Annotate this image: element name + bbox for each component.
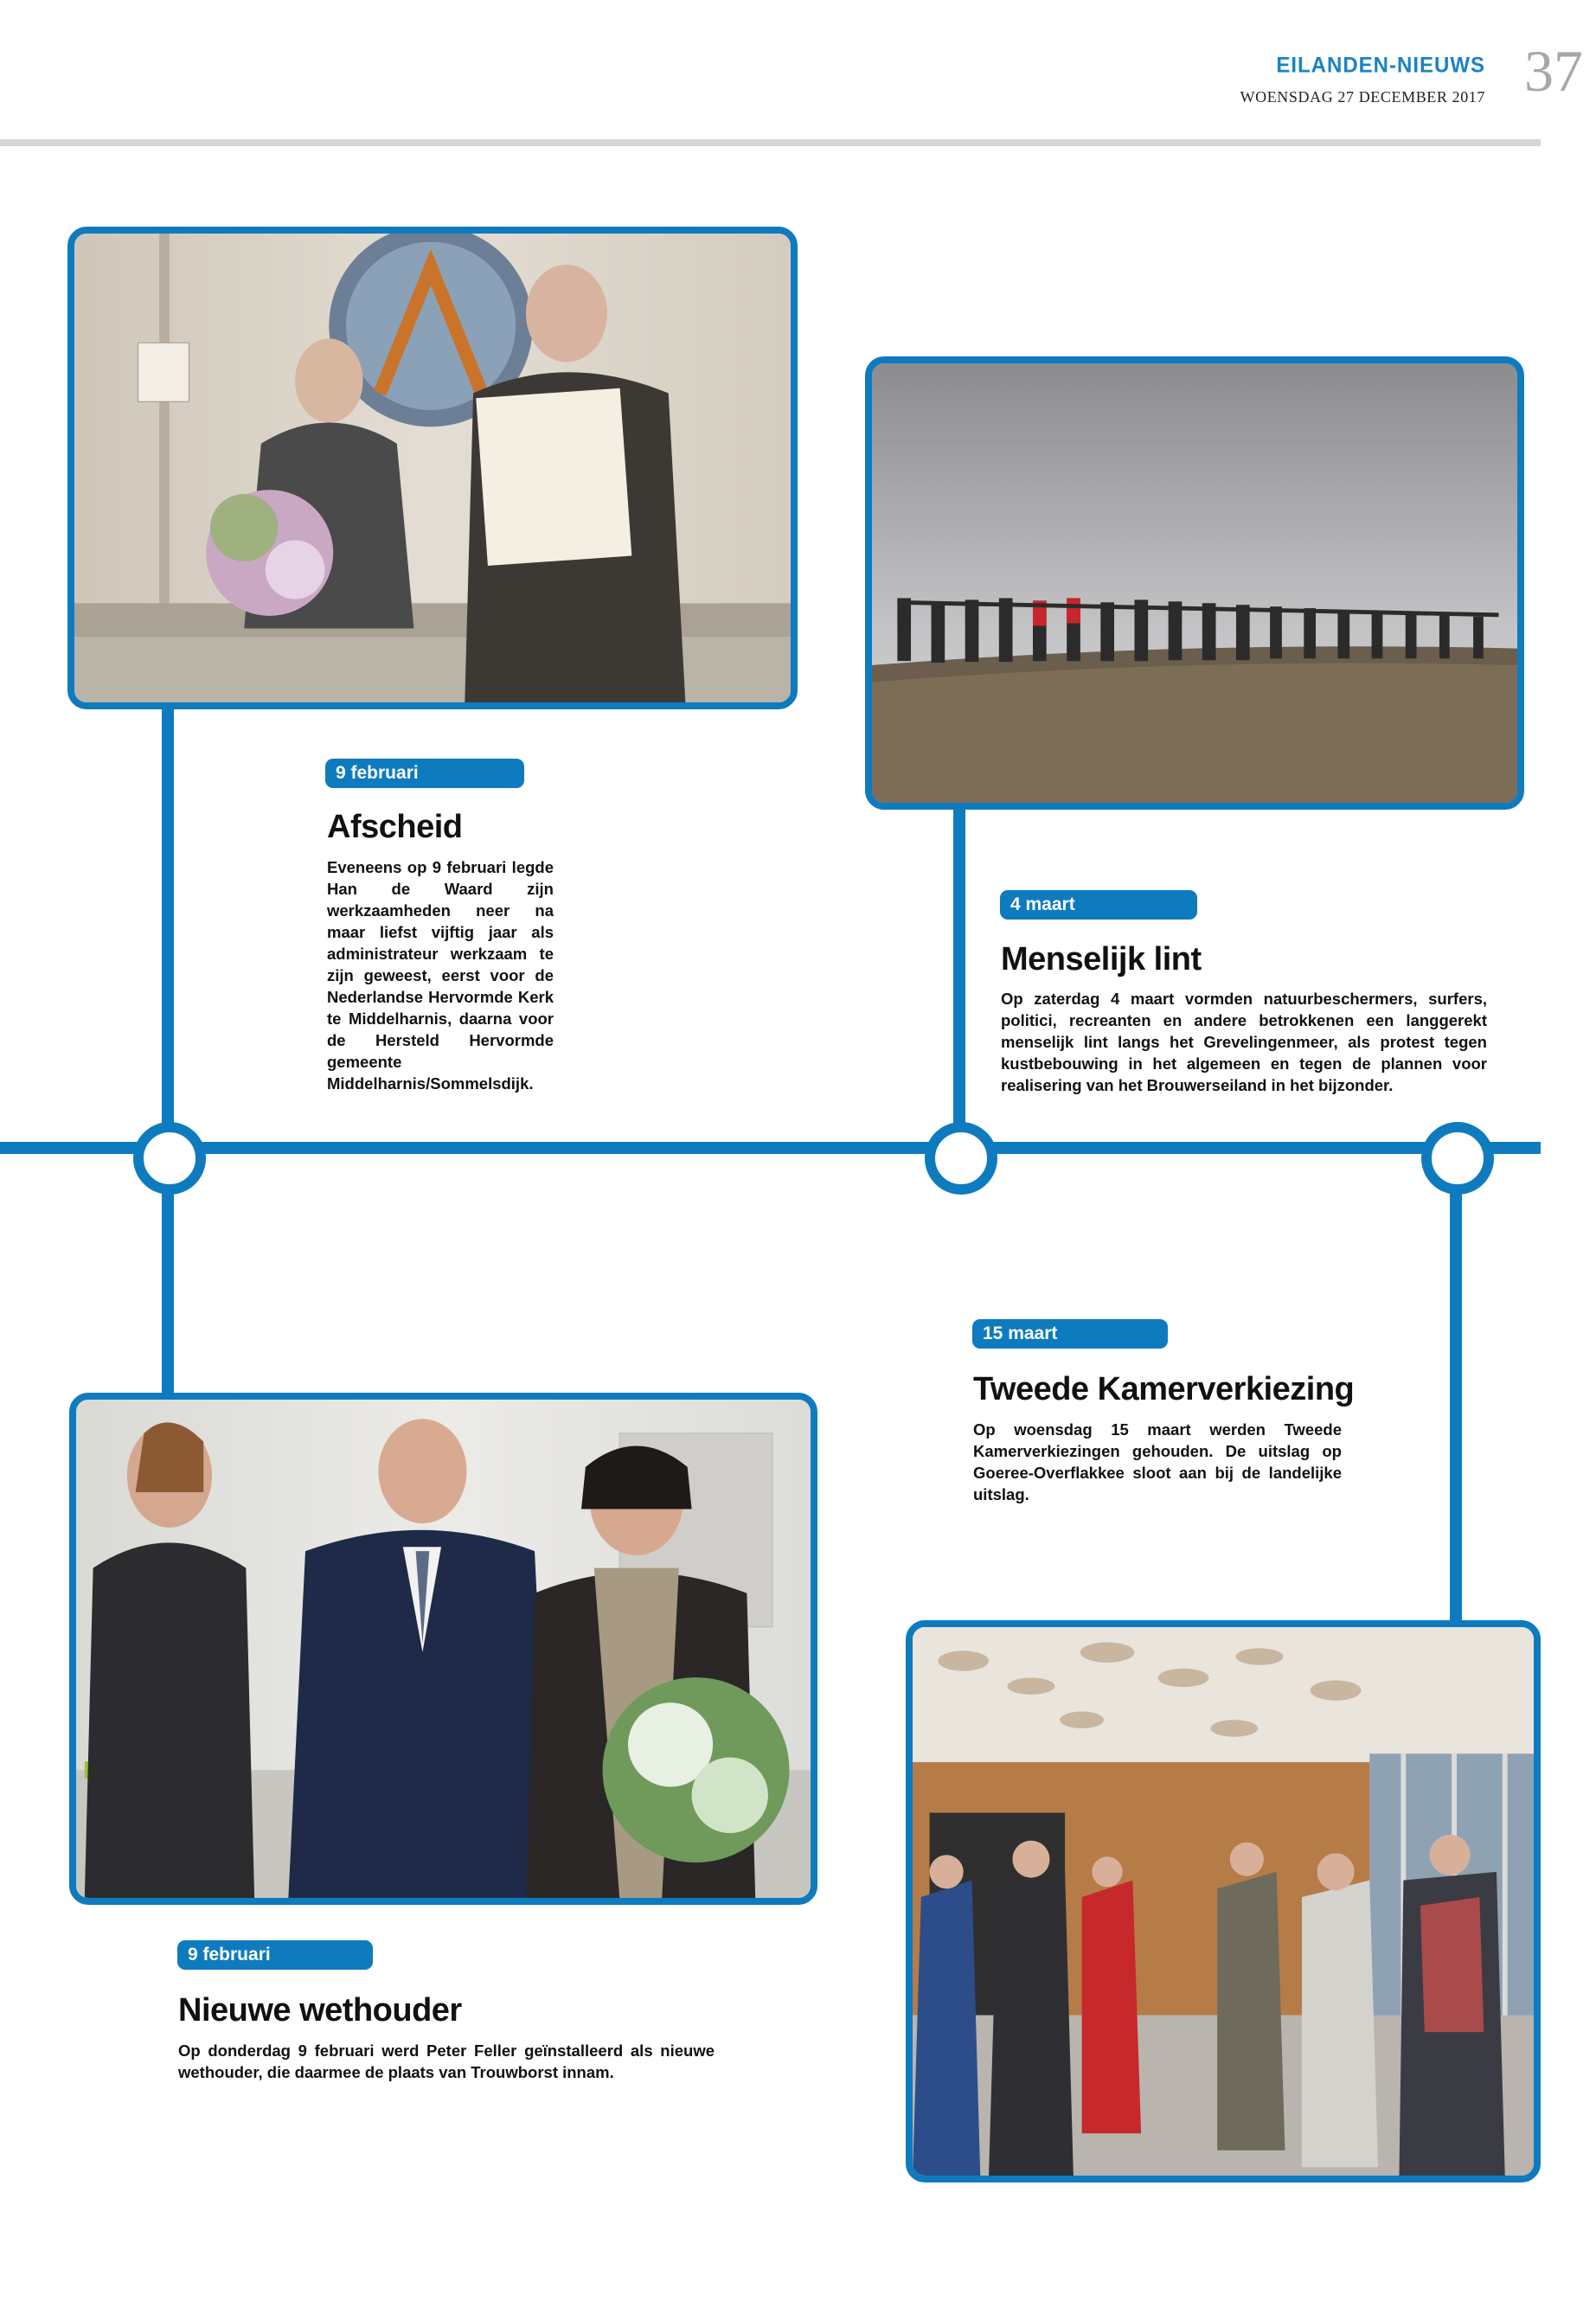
photo-tweede-kamerverkiezing-image <box>913 1627 1534 2176</box>
photo-menselijk-lint-image <box>872 363 1517 803</box>
date-badge-tweede-kamerverkiezing: 15 maart <box>972 1319 1168 1349</box>
headline-menselijk-lint: Menselijk lint <box>1001 941 1202 977</box>
body-nieuwe-wethouder: Op donderdag 9 februari werd Peter Feller geïnstalleerd als nieuwe wethouder, die daarmee de plaats van Trouwborst innam. <box>178 2041 715 2081</box>
date-badge-nieuwe-wethouder: 9 februari <box>177 1940 373 1970</box>
photo-nieuwe-wethouder-image <box>76 1400 811 1898</box>
photo-nieuwe-wethouder <box>69 1393 817 1905</box>
photo-afscheid <box>67 227 798 709</box>
timeline-node-1 <box>133 1122 206 1195</box>
timeline-connector-1-bottom <box>162 1176 174 1401</box>
headline-afscheid: Afscheid <box>327 809 463 845</box>
timeline-horizontal-line <box>0 1142 1541 1154</box>
body-tweede-kamerverkiezing: Op woensdag 15 maart werden Tweede Kamerverkiezingen gehouden. De uitslag op Goeree-Overflakkee sloot aan bij de landelijke uitslag. <box>973 1420 1342 1503</box>
date-badge-afscheid: 9 februari <box>325 759 524 788</box>
timeline-node-2 <box>925 1122 997 1195</box>
header-rule <box>0 139 1541 146</box>
timeline-connector-3 <box>1450 1176 1462 1626</box>
masthead-logo: EILANDEN-NIEUWS <box>1276 53 1485 78</box>
timeline-node-3 <box>1421 1122 1494 1195</box>
photo-menselijk-lint <box>865 356 1524 810</box>
body-menselijk-lint: Op zaterdag 4 maart vormden natuurbeschermers, surfers, politici, recreanten en andere betrokkenen een langgerekt menselijk lint langs het Grevelingenmeer, als protest tegen kustbebouwing in het algemeen en tegen de plannen voor realisering van het Brouwerseiland in het bijzonder. <box>1001 990 1487 1094</box>
date-badge-menselijk-lint: 4 maart <box>1000 890 1197 920</box>
page-number: 37 <box>1524 38 1583 104</box>
body-afscheid: Eveneens op 9 februari legde Han de Waard zijn werkzaamheden neer na maar liefst vijftig jaar als administrateur werkzaam te zijn geweest, eerst voor de Nederlandse Hervormde Kerk te Middelharnis, daarna voor de Hersteld Hervormde gemeente Middelharnis/Sommelsdijk. <box>327 858 554 1093</box>
headline-nieuwe-wethouder: Nieuwe wethouder <box>178 1992 462 2029</box>
publication-date: WOENSDAG 27 DECEMBER 2017 <box>1240 88 1485 106</box>
photo-tweede-kamerverkiezing <box>906 1620 1541 2182</box>
headline-tweede-kamerverkiezing: Tweede Kamerverkiezing <box>973 1371 1355 1407</box>
timeline-connector-1-top <box>162 692 174 1133</box>
timeline-connector-2 <box>953 800 965 1138</box>
photo-afscheid-image <box>74 234 791 702</box>
